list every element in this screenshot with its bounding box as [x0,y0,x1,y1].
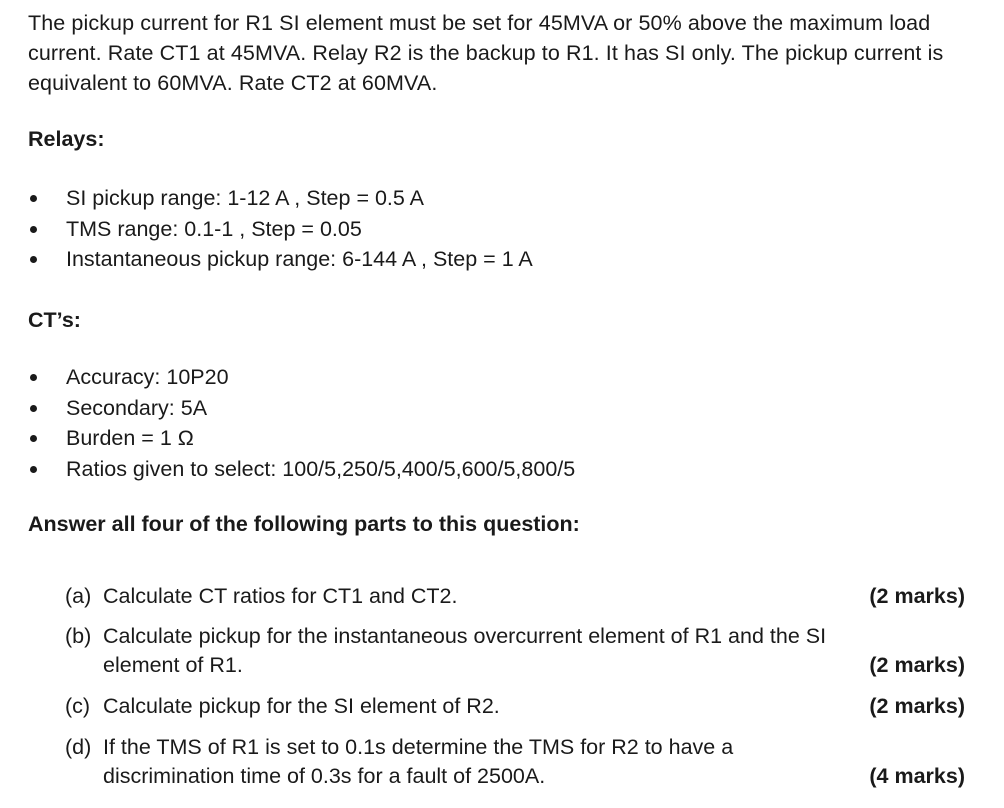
part-marks: (2 marks) [869,584,965,608]
list-item: Ratios given to select: 100/5,250/5,400/5,600/5,800/5 [28,454,575,485]
part-label: (c) [65,694,91,718]
part-text: Calculate pickup for the instantaneous overcurrent element of R1 and the SI element of R1. [103,624,827,677]
list-item: Accuracy: 10P20 [28,362,575,393]
bullet-icon [30,256,37,263]
bullet-icon [30,195,37,202]
part-label: (d) [65,735,92,759]
part-marks: (2 marks) [869,653,965,677]
part-text: If the TMS of R1 is set to 0.1s determine the TMS for R2 to have a discrimination time of 0.3s for a fault of 2500A. [103,735,734,788]
bullet-icon [30,466,37,473]
question-heading: Answer all four of the following parts to this question: [28,512,580,536]
list-item: Instantaneous pickup range: 6-144 A , Step = 1 A [28,244,533,275]
part-text: Calculate CT ratios for CT1 and CT2. [103,584,458,608]
bullet-icon [30,435,37,442]
question-part-a [65,582,965,612]
bullet-icon [30,374,37,381]
part-marks: (2 marks) [869,694,965,718]
question-part-c [65,692,965,722]
bullet-icon [30,226,37,233]
relays-list [28,183,533,275]
bullet-icon [30,405,37,412]
part-text: Calculate pickup for the SI element of R2. [103,694,500,718]
list-item: Secondary: 5A [28,393,575,424]
intro-paragraph: The pickup current for R1 SI element must be set for 45MVA or 50% above the maximum load current. Rate CT1 at 45MVA. Relay R2 is the backup to R1. It has SI only. The pickup current is equivalent to 60MVA. Rate CT2 at 60MVA. [28,11,944,95]
part-label: (b) [65,624,92,648]
list-item: SI pickup range: 1-12 A , Step = 0.5 A [28,183,533,214]
part-marks: (4 marks) [869,764,965,788]
cts-heading: CT’s: [28,308,81,332]
list-item: TMS range: 0.1-1 , Step = 0.05 [28,214,533,245]
question-part-b [65,622,965,682]
list-item: Burden = 1 Ω [28,423,575,454]
cts-list [28,362,575,484]
part-label: (a) [65,584,92,608]
question-part-d [65,733,965,793]
relays-heading: Relays: [28,127,105,151]
